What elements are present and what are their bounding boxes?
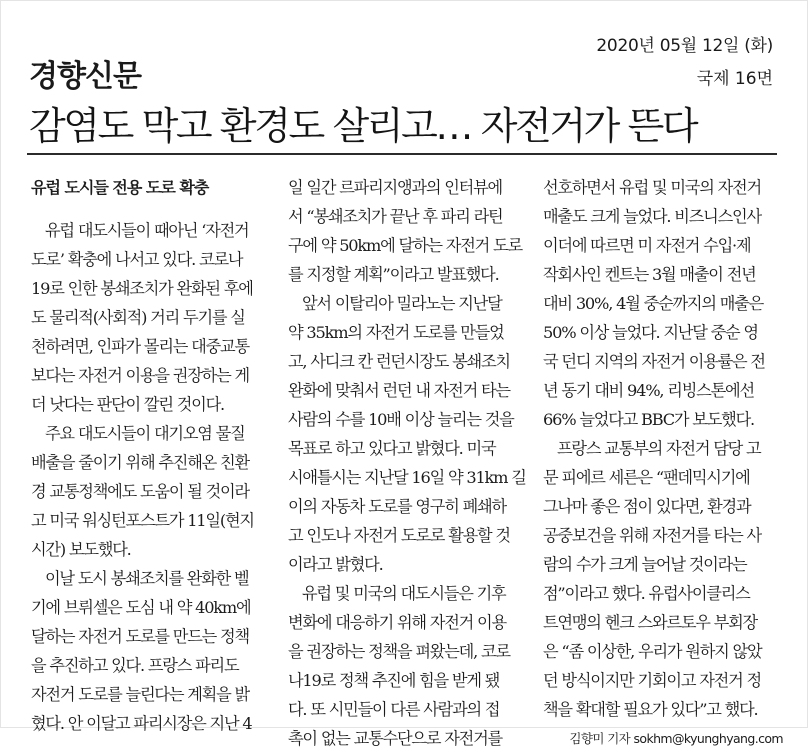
article-line: 를 지정할 계획”이라고 발표했다. bbox=[288, 265, 499, 284]
article-line: 람의 수가 크게 늘어날 것이라는 bbox=[543, 555, 747, 574]
article-line: 트연맹의 헨크 스와르토우 부회장 bbox=[543, 613, 757, 632]
article-line: 시애틀시는 지난달 16일 약 31km 길 bbox=[288, 468, 526, 487]
article-line: 다. 또 시민들이 다른 사람과의 접 bbox=[288, 700, 500, 719]
article-line: 나19로 정책 추진에 힘을 받게 됐 bbox=[288, 671, 500, 690]
article-line: 서 “봉쇄조치가 끝난 후 파리 라틴 bbox=[288, 207, 503, 226]
headline: 감염도 막고 환경도 살리고… 자전거가 뜬다 bbox=[29, 104, 697, 148]
article-line: 이날 도시 봉쇄조치를 완화한 벨 bbox=[45, 569, 249, 588]
page-section: 국제 16면 bbox=[696, 69, 773, 89]
newspaper-name: 경향신문 bbox=[29, 59, 141, 94]
article-line: 을 권장하는 정책을 펴왔는데, 코로 bbox=[288, 642, 510, 661]
article-line: 완화에 맞춰서 런던 내 자전거 타는 bbox=[288, 381, 510, 400]
article-line: 구에 약 50km에 달하는 자전거 도로 bbox=[288, 236, 522, 255]
article-line: 배출을 줄이기 위해 추진해온 친환 bbox=[31, 453, 249, 472]
article-line: 경 교통정책에도 도움이 될 것이라 bbox=[31, 482, 249, 501]
article-line: 더 낫다는 판단이 깔린 것이다. bbox=[31, 395, 224, 414]
article-line: 은 “좀 이상한, 우리가 원하지 않았 bbox=[543, 642, 762, 661]
article-line: 고 인도나 자전거 도로로 활용할 것 bbox=[288, 526, 510, 545]
article-line: 대비 30%, 4월 중순까지의 매출은 bbox=[543, 294, 764, 313]
article-line: 목표로 하고 있다고 밝혔다. 미국 bbox=[288, 439, 496, 458]
article-line: 그나마 좋은 점이 있다면, 환경과 bbox=[543, 497, 751, 516]
article-line: 매출도 크게 늘었다. 비즈니스인사 bbox=[543, 207, 761, 226]
article-column-1 bbox=[31, 173, 275, 738]
article-line: 던 방식이지만 기회이고 자전거 정 bbox=[543, 671, 761, 690]
article-line: 프랑스 교통부의 자전거 담당 고 bbox=[557, 439, 761, 458]
article-line: 주요 대도시들이 대기오염 물질 bbox=[45, 424, 245, 443]
article-line: 이라고 밝혔다. bbox=[288, 555, 383, 574]
publication-date: 2020년 05월 12일 (화) bbox=[596, 36, 773, 56]
article-line: 도 물리적(사회적) 거리 두기를 실 bbox=[31, 308, 245, 327]
article-line: 선호하면서 유럽 및 미국의 자전거 bbox=[543, 178, 761, 197]
article-line: 사람의 수를 10배 이상 늘리는 것을 bbox=[288, 410, 514, 429]
article-line: 문 피에르 세른은 “팬데믹시기에 bbox=[543, 468, 750, 487]
article-line: 국 던디 지역의 자전거 이용률은 전 bbox=[543, 352, 765, 371]
article-line: 고, 사디크 칸 런던시장도 봉쇄조치 bbox=[288, 352, 510, 371]
article-line: 유럽 및 미국의 대도시들은 기후 bbox=[302, 584, 506, 603]
article-line: 약 35km의 자전거 도로를 만들었 bbox=[288, 323, 504, 342]
article-line: 고 미국 워싱턴포스트가 11일(현지 bbox=[31, 511, 254, 530]
article-line: 공중보건을 위해 자전거를 타는 사 bbox=[543, 526, 761, 545]
article-line: 자전거 도로를 늘린다는 계획을 밝 bbox=[31, 685, 249, 704]
article-line: 달하는 자전거 도로를 만드는 정책 bbox=[31, 627, 249, 646]
article-line: 도로’ 확충에 나서고 있다. 코로나 bbox=[31, 250, 243, 269]
article-line: 을 추진하고 있다. 프랑스 파리도 bbox=[31, 656, 239, 675]
article-line: 천하려면, 인파가 몰리는 대중교통 bbox=[31, 337, 249, 356]
article-line: 변화에 대응하기 위해 자전거 이용 bbox=[288, 613, 506, 632]
article-line: 앞서 이탈리아 밀라노는 지난달 bbox=[302, 294, 502, 313]
subheading: 유럽 도시들 전용 도로 확충 bbox=[31, 178, 209, 197]
article-line: 년 동기 대비 94%, 리빙스톤에선 bbox=[543, 381, 754, 400]
article-line: 시간) 보도했다. bbox=[31, 540, 131, 559]
article-line: 19로 인한 봉쇄조치가 완화된 후에 bbox=[31, 279, 253, 298]
article-line: 이의 자동차 도로를 영구히 폐쇄하 bbox=[288, 497, 506, 516]
article-line: 점”이라고 했다. 유럽사이클리스 bbox=[543, 584, 750, 603]
article-line: 책을 확대할 필요가 있다”고 했다. bbox=[543, 700, 758, 719]
article-line: 이더에 따르면 미 자전거 수입·제 bbox=[543, 236, 751, 255]
article-line: 보다는 자전거 이용을 권장하는 게 bbox=[31, 366, 249, 385]
article-line: 66% 늘었다고 BBC가 보도했다. bbox=[543, 410, 754, 429]
header-rule bbox=[27, 153, 777, 155]
article-line: 50% 이상 늘었다. 지난달 중순 영 bbox=[543, 323, 758, 342]
byline: 김향미 기자 sokhm@kyunghyang.com bbox=[569, 731, 783, 746]
article-line: 유럽 대도시들이 때아닌 ‘자전거 bbox=[45, 221, 249, 240]
article-column-3 bbox=[543, 173, 783, 753]
article-line: 일 일간 르파리지앵과의 인터뷰에 bbox=[288, 178, 502, 197]
article-line: 혔다. 안 이달고 파리시장은 지난 4 bbox=[31, 714, 252, 733]
article-line: 기에 브뤼셀은 도심 내 약 40km에 bbox=[31, 598, 251, 617]
article-column-2 bbox=[288, 173, 532, 753]
article-line: 작회사인 켄트는 3월 매출이 전년 bbox=[543, 265, 756, 284]
article-line: 촉이 없는 교통수단으로 자전거를 bbox=[288, 729, 502, 748]
